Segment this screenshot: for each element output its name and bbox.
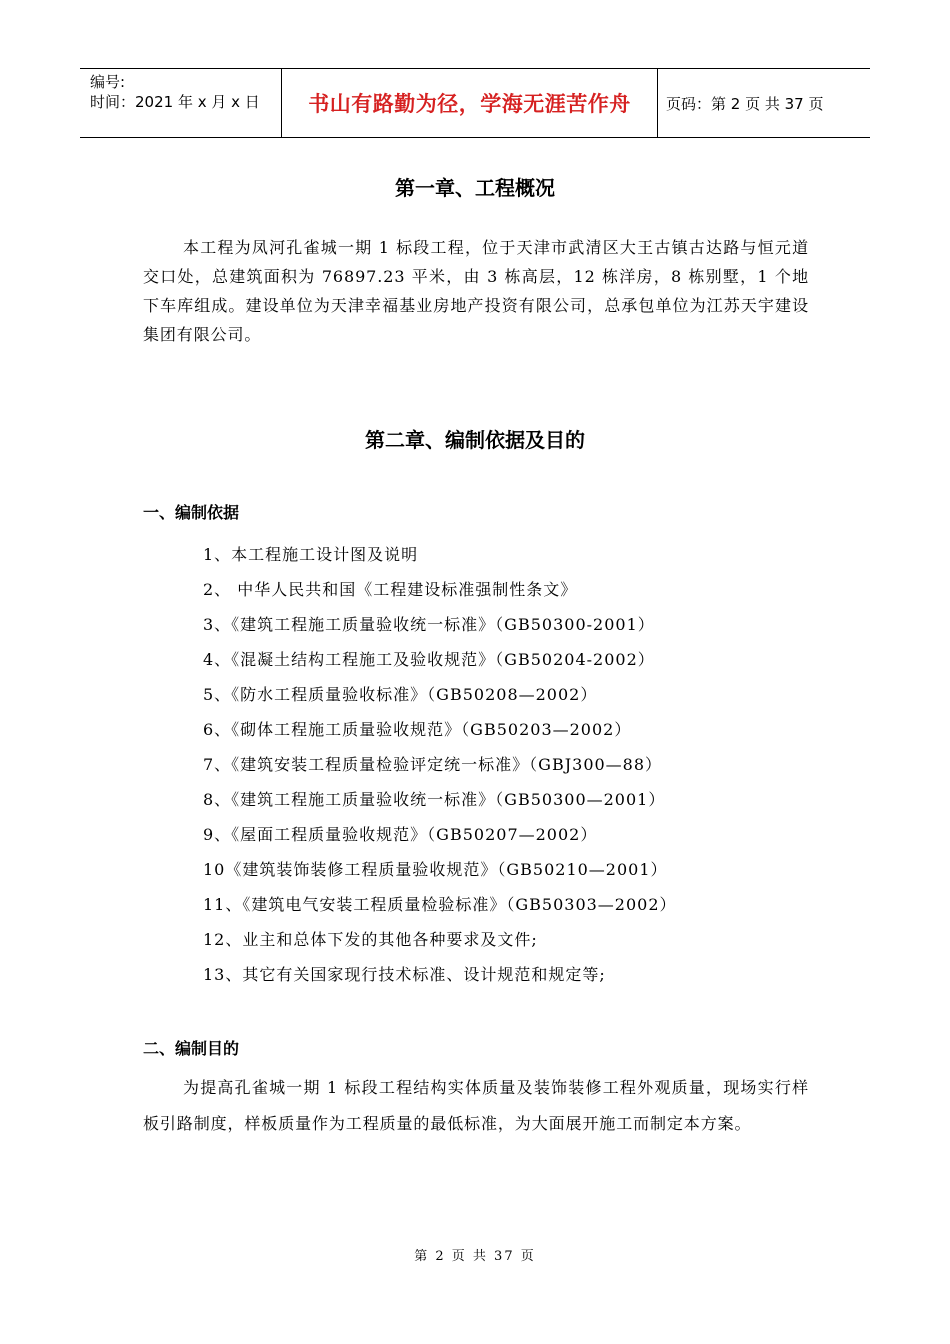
purpose-text: 为提高孔雀城一期 1 标段工程结构实体质量及装饰装修工程外观质量，现场实行样板引路制度，样板质量作为工程质量的最低标准，为大面展开施工而制定本方案。 [143,1078,809,1133]
reference-item: 5、《防水工程质量验收标准》（GB50208—2002） [203,685,598,704]
section-purpose-title: 二、编制目的 [143,1039,240,1058]
project-overview [143,233,809,349]
page-footer: 第 2 页 共 37 页 [414,1249,536,1264]
document-number-label: 编号: [90,73,126,91]
reference-item: 9、《屋面工程质量验收规范》（GB50207—2002） [203,825,598,844]
chapter-2-title: 第二章、编制依据及目的 [365,428,585,452]
header-page-code: 页码：第 2 页 共 37 页 [666,94,824,113]
header-motto: 书山有路勤为径，学海无涯苦作舟 [308,92,631,116]
reference-item: 1、本工程施工设计图及说明 [203,545,419,564]
reference-item: 12、业主和总体下发的其他各种要求及文件; [203,930,538,949]
reference-item: 3、《建筑工程施工质量验收统一标准》（GB50300-2001） [203,615,655,634]
reference-item: 10《建筑装饰装修工程质量验收规范》（GB50210—2001） [203,860,668,879]
reference-item: 8、《建筑工程施工质量验收统一标准》（GB50300—2001） [203,790,666,809]
section-basis-title: 一、编制依据 [143,503,240,522]
page-header [80,68,870,138]
reference-item: 7、《建筑安装工程质量检验评定统一标准》（GBJ300—88） [203,755,663,774]
project-overview-text: 本工程为凤河孔雀城一期 1 标段工程，位于天津市武清区大王古镇古达路与恒元道交口处，总建筑面积为 76897.23 平米，由 3 栋高层，12 栋洋房，8 栋别墅，1 个地下车库组成。建设单位为天津幸福基业房地产投资有限公司，总承包单位为江苏天宇建设集团有限公司。 [143,238,809,344]
reference-list [203,542,677,997]
reference-item: 2、 中华人民共和国《工程建设标准强制性条文》 [203,580,578,599]
reference-item: 6、《砌体工程施工质量验收规范》（GB50203—2002） [203,720,632,739]
header-meta [80,69,281,137]
chapter-1-title: 第一章、工程概况 [395,176,555,200]
reference-item: 4、《混凝土结构工程施工及验收规范》（GB50204-2002） [203,650,655,669]
document-date: 时间：2021 年 x 月 x 日 [90,93,260,111]
reference-item: 13、其它有关国家现行技术标准、设计规范和规定等; [203,965,606,984]
header-motto-cell [281,69,658,137]
purpose-paragraph [143,1070,809,1142]
reference-item: 11、《建筑电气安装工程质量检验标准》（GB50303—2002） [203,895,677,914]
